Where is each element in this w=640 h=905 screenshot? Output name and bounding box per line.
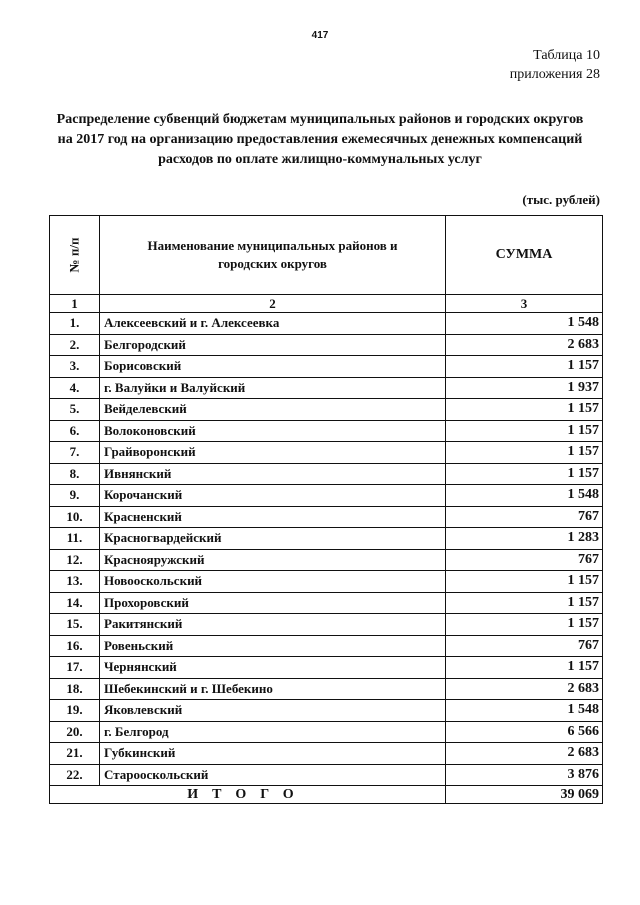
column-index-3: 3 xyxy=(446,295,603,313)
table-reference-line1: Таблица 10 xyxy=(533,48,600,63)
header-name-line1: Наименование муниципальных районов и xyxy=(147,238,398,253)
total-row xyxy=(50,786,603,804)
total-label: ИТОГО xyxy=(50,786,446,804)
row-district-name: Красногвардейский xyxy=(100,528,446,550)
row-district-name: Волоконовский xyxy=(100,420,446,442)
table-row xyxy=(50,313,603,335)
table-row xyxy=(50,614,603,636)
row-number: 17. xyxy=(50,657,100,679)
row-number: 2. xyxy=(50,334,100,356)
row-district-name: Губкинский xyxy=(100,743,446,765)
row-amount: 1 157 xyxy=(446,356,603,378)
row-district-name: Корочанский xyxy=(100,485,446,507)
row-amount: 1 548 xyxy=(446,485,603,507)
table-row xyxy=(50,700,603,722)
table-reference-line2: приложения 28 xyxy=(509,67,600,82)
row-number: 8. xyxy=(50,463,100,485)
row-district-name: Шебекинский и г. Шебекино xyxy=(100,678,446,700)
row-district-name: г. Белгород xyxy=(100,721,446,743)
row-number: 15. xyxy=(50,614,100,636)
table-row xyxy=(50,764,603,786)
row-number: 13. xyxy=(50,571,100,593)
row-district-name: Ивнянский xyxy=(100,463,446,485)
row-district-name: Ракитянский xyxy=(100,614,446,636)
table-row xyxy=(50,657,603,679)
header-num xyxy=(50,216,100,295)
row-district-name: Старооскольский xyxy=(100,764,446,786)
title-line3: расходов по оплате жилищно-коммунальных услуг xyxy=(158,152,482,167)
table-row xyxy=(50,463,603,485)
row-number: 12. xyxy=(50,549,100,571)
row-amount: 1 157 xyxy=(446,399,603,421)
total-sum: 39 069 xyxy=(446,786,603,804)
row-district-name: Борисовский xyxy=(100,356,446,378)
row-number: 22. xyxy=(50,764,100,786)
row-number: 7. xyxy=(50,442,100,464)
row-number: 5. xyxy=(50,399,100,421)
row-number: 6. xyxy=(50,420,100,442)
header-name-line2: городских округов xyxy=(218,256,327,271)
column-index-row xyxy=(50,295,603,313)
row-amount: 1 283 xyxy=(446,528,603,550)
table-reference xyxy=(510,46,600,84)
row-amount: 1 157 xyxy=(446,657,603,679)
table-row xyxy=(50,377,603,399)
table-body xyxy=(50,313,603,786)
row-number: 3. xyxy=(50,356,100,378)
table-row xyxy=(50,678,603,700)
row-number: 16. xyxy=(50,635,100,657)
row-amount: 767 xyxy=(446,506,603,528)
row-district-name: Алексеевский и г. Алексеевка xyxy=(100,313,446,335)
row-amount: 767 xyxy=(446,635,603,657)
row-district-name: Вейделевский xyxy=(100,399,446,421)
table-row xyxy=(50,420,603,442)
row-amount: 2 683 xyxy=(446,678,603,700)
table-row xyxy=(50,571,603,593)
document-title xyxy=(40,110,600,170)
subvention-table xyxy=(49,215,603,804)
row-number: 21. xyxy=(50,743,100,765)
row-number: 11. xyxy=(50,528,100,550)
row-district-name: Белгородский xyxy=(100,334,446,356)
table-row xyxy=(50,743,603,765)
row-district-name: Краснояружский xyxy=(100,549,446,571)
header-name xyxy=(100,216,446,295)
row-number: 19. xyxy=(50,700,100,722)
row-amount: 2 683 xyxy=(446,334,603,356)
row-district-name: Новооскольский xyxy=(100,571,446,593)
row-number: 1. xyxy=(50,313,100,335)
table-header-row xyxy=(50,216,603,295)
row-amount: 1 157 xyxy=(446,571,603,593)
row-number: 4. xyxy=(50,377,100,399)
row-number: 14. xyxy=(50,592,100,614)
row-district-name: г. Валуйки и Валуйский xyxy=(100,377,446,399)
row-number: 20. xyxy=(50,721,100,743)
header-sum: СУММА xyxy=(446,216,603,295)
row-amount: 1 157 xyxy=(446,592,603,614)
column-index-2: 2 xyxy=(100,295,446,313)
table-row xyxy=(50,485,603,507)
table-row xyxy=(50,506,603,528)
title-line2: на 2017 год на организацию предоставления ежемесячных денежных компенсаций xyxy=(57,132,583,147)
row-amount: 767 xyxy=(446,549,603,571)
row-district-name: Грайворонский xyxy=(100,442,446,464)
row-amount: 2 683 xyxy=(446,743,603,765)
row-amount: 1 548 xyxy=(446,313,603,335)
row-amount: 1 937 xyxy=(446,377,603,399)
row-amount: 6 566 xyxy=(446,721,603,743)
row-amount: 1 157 xyxy=(446,463,603,485)
row-number: 9. xyxy=(50,485,100,507)
row-district-name: Ровеньский xyxy=(100,635,446,657)
row-amount: 1 157 xyxy=(446,442,603,464)
table-row xyxy=(50,592,603,614)
row-amount: 1 157 xyxy=(446,614,603,636)
units-label: (тыс. рублей) xyxy=(522,192,600,207)
row-amount: 1 548 xyxy=(446,700,603,722)
row-amount: 1 157 xyxy=(446,420,603,442)
table-row xyxy=(50,442,603,464)
page-number: 417 xyxy=(311,30,329,41)
row-number: 10. xyxy=(50,506,100,528)
table-row xyxy=(50,635,603,657)
table-row xyxy=(50,356,603,378)
header-num-label: № п/п xyxy=(66,237,82,273)
row-district-name: Красненский xyxy=(100,506,446,528)
table-row xyxy=(50,549,603,571)
column-index-1: 1 xyxy=(50,295,100,313)
row-district-name: Чернянский xyxy=(100,657,446,679)
row-district-name: Прохоровский xyxy=(100,592,446,614)
row-district-name: Яковлевский xyxy=(100,700,446,722)
table-row xyxy=(50,399,603,421)
title-line1: Распределение субвенций бюджетам муниципальных районов и городских округов xyxy=(56,112,584,127)
table-row xyxy=(50,528,603,550)
table-row xyxy=(50,334,603,356)
row-number: 18. xyxy=(50,678,100,700)
table-row xyxy=(50,721,603,743)
row-amount: 3 876 xyxy=(446,764,603,786)
